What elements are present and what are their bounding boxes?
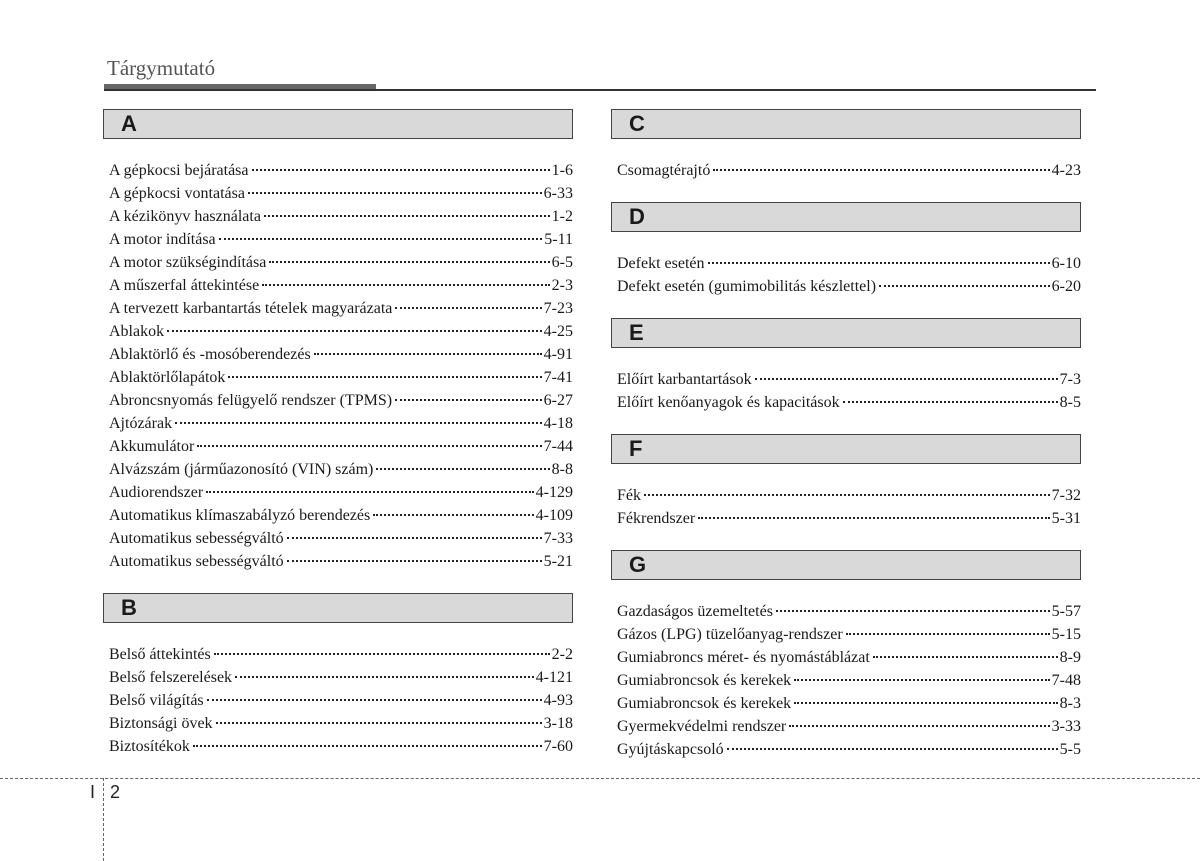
dot-leader [794,702,1058,704]
index-entry [617,391,1081,414]
dot-leader [287,537,542,539]
index-entry-page: 7-41 [543,369,573,386]
dot-leader [789,725,1049,727]
index-entry-page: 5-15 [1051,626,1081,643]
dot-leader [376,468,549,470]
index-entry [617,159,1081,182]
index-entry-list [611,232,1081,298]
index-column-right [611,109,1081,761]
index-entry-label: Akkumulátor [109,438,195,455]
index-entry [617,368,1081,391]
index-entry-page: 7-60 [543,738,573,755]
dot-leader [206,491,533,493]
index-entry-label: Gumiabroncsok és kerekek [617,695,792,712]
index-entry-page: 8-3 [1059,695,1081,712]
index-entry-label: A gépkocsi vontatása [109,185,245,202]
index-entry [617,669,1081,692]
index-entry-label: Belső világítás [109,692,204,709]
index-entry-label: Belső felszerelések [109,669,233,686]
section-letter-header: A [103,109,573,139]
index-entry-page: 5-11 [544,231,573,248]
index-entry-label: Fékrendszer [617,510,696,527]
index-entry-page: 8-9 [1059,649,1081,666]
dot-leader [698,517,1049,519]
index-entry [109,182,573,205]
index-entry [109,666,573,689]
dot-leader [287,560,542,562]
index-entry [109,689,573,712]
footer-divider [0,778,1200,779]
dot-leader [644,494,1050,496]
dot-leader [846,633,1050,635]
index-entry-page: 4-109 [535,507,573,524]
index-entry [109,735,573,758]
index-entry [109,366,573,389]
dot-leader [314,353,542,355]
index-entry [109,159,573,182]
section-gap [611,298,1081,318]
index-entry-page: 4-121 [535,669,573,686]
index-entry-label: Gumiabroncs méret- és nyomástáblázat [617,649,870,666]
index-entry-list [611,464,1081,530]
index-entry [617,715,1081,738]
index-entry-label: Előírt kenőanyagok és kapacitások [617,394,840,411]
section-gap [103,573,573,593]
index-entry-label: A motor szükségindítása [109,254,267,271]
index-entry-list [611,580,1081,761]
index-entry-label: Automatikus sebességváltó [109,553,284,570]
dot-leader [216,722,542,724]
index-entry-page: 3-18 [543,715,573,732]
index-entry-label: A motor indítása [109,231,216,248]
index-entry-list [103,623,573,758]
index-entry-page: 7-44 [543,438,573,455]
dot-leader [373,514,533,516]
footer-margin-divider [103,778,104,861]
index-entry [109,389,573,412]
index-entry-page: 4-91 [543,346,573,363]
dot-leader [248,192,542,194]
index-entry-list [103,139,573,573]
dot-leader [214,653,550,655]
index-entry [617,507,1081,530]
dot-leader [167,330,542,332]
index-entry-page: 2-2 [551,646,573,663]
index-entry-page: 6-20 [1051,278,1081,295]
index-entry-label: Belső áttekintés [109,646,211,663]
index-entry-label: A gépkocsi bejáratása [109,162,249,179]
dot-leader [197,445,541,447]
index-entry-page: 4-129 [535,484,573,501]
title-rule [104,89,1096,91]
index-entry-page: 7-23 [543,300,573,317]
index-entry-label: Automatikus klímaszabályzó berendezés [109,507,371,524]
dot-leader [235,676,534,678]
index-entry-label: A tervezett karbantartás tételek magyarázata [109,300,393,317]
index-entry-page: 7-48 [1051,672,1081,689]
index-entry [109,527,573,550]
index-entry [617,252,1081,275]
dot-leader [395,399,542,401]
index-entry-label: A kézikönyv használata [109,208,261,225]
index-entry-page: 7-33 [543,530,573,547]
index-entry-label: Abroncsnyomás felügyelő rendszer (TPMS) [109,392,393,409]
dot-leader [713,169,1049,171]
index-entry-label: Gázos (LPG) tüzelőanyag-rendszer [617,626,843,643]
index-entry-list [611,139,1081,182]
dot-leader [252,169,550,171]
index-entry [109,205,573,228]
index-entry-page: 4-18 [543,415,573,432]
index-entry [109,481,573,504]
index-entry-page: 4-93 [543,692,573,709]
section-letter-header: F [611,434,1081,464]
index-entry-label: Gyermekvédelmi rendszer [617,718,787,735]
index-entry [109,251,573,274]
index-entry-label: Fék [617,487,641,504]
index-entry [617,692,1081,715]
dot-leader [264,215,550,217]
index-entry-label: Ablaktörlő és -mosóberendezés [109,346,311,363]
index-entry-page: 1-6 [551,162,573,179]
dot-leader [262,284,550,286]
index-entry [109,458,573,481]
index-entry [109,228,573,251]
index-entry [617,646,1081,669]
index-entry-page: 7-32 [1051,487,1081,504]
footer-section-letter: I [90,782,96,802]
index-entry [109,643,573,666]
index-entry-page: 7-3 [1059,371,1081,388]
dot-leader [776,610,1050,612]
index-entry [617,738,1081,761]
index-entry-page: 6-33 [543,185,573,202]
dot-leader [794,679,1050,681]
index-entry-page: 6-5 [551,254,573,271]
index-entry-label: Csomagtérajtó [617,162,711,179]
index-entry-page: 5-31 [1051,510,1081,527]
section-letter-header: E [611,318,1081,348]
index-entry-label: A műszerfal áttekintése [109,277,260,294]
section-gap [611,414,1081,434]
dot-leader [175,422,542,424]
dot-leader [207,699,542,701]
dot-leader [755,378,1058,380]
index-entry-label: Defekt esetén [617,255,705,272]
index-entry-page: 3-33 [1051,718,1081,735]
index-entry [617,275,1081,298]
index-entry-label: Gyújtáskapcsoló [617,741,724,758]
section-gap [611,530,1081,550]
index-entry [109,343,573,366]
index-entry-label: Gumiabroncsok és kerekek [617,672,792,689]
index-entry-page: 2-3 [551,277,573,294]
index-entry-label: Biztosítékok [109,738,190,755]
dot-leader [843,401,1058,403]
section-letter-header: B [103,593,573,623]
dot-leader [879,285,1050,287]
index-entry [109,297,573,320]
index-entry-page: 5-21 [543,553,573,570]
index-entry [109,320,573,343]
index-entry [617,623,1081,646]
index-entry-page: 1-2 [551,208,573,225]
dot-leader [193,745,542,747]
section-letter-header: G [611,550,1081,580]
section-letter-header: D [611,202,1081,232]
index-entry-page: 6-27 [543,392,573,409]
page-title: Tárgymutató [107,56,216,80]
index-entry-label: Előírt karbantartások [617,371,752,388]
index-entry-label: Alvázszám (járműazonosító (VIN) szám) [109,461,374,478]
index-entry [109,412,573,435]
index-entry-page: 4-23 [1051,162,1081,179]
dot-leader [708,262,1050,264]
index-entry-label: Biztonsági övek [109,715,213,732]
dot-leader [219,238,543,240]
index-entry [109,274,573,297]
index-entry-label: Ablakok [109,323,165,340]
index-column-left [103,109,573,758]
dot-leader [873,656,1058,658]
dot-leader [228,376,541,378]
index-entry-label: Defekt esetén (gumimobilitás készlettel) [617,278,877,295]
index-entry-page: 4-25 [543,323,573,340]
dot-leader [395,307,541,309]
index-entry-label: Ajtózárak [109,415,173,432]
section-gap [611,182,1081,202]
dot-leader [727,748,1058,750]
index-entry [109,712,573,735]
index-entry-page: 6-10 [1051,255,1081,272]
index-entry [109,504,573,527]
index-entry [109,550,573,573]
footer-page-number: 2 [110,782,121,802]
section-letter-header: C [611,109,1081,139]
index-entry-page: 8-8 [551,461,573,478]
index-entry-page: 5-57 [1051,603,1081,620]
index-entry-label: Automatikus sebességváltó [109,530,284,547]
index-entry-page: 8-5 [1059,394,1081,411]
index-entry-list [611,348,1081,414]
index-entry-label: Ablaktörlőlapátok [109,369,226,386]
index-entry-page: 5-5 [1059,741,1081,758]
dot-leader [269,261,549,263]
index-entry-label: Gazdaságos üzemeltetés [617,603,773,620]
index-entry-label: Audiorendszer [109,484,204,501]
index-entry [617,600,1081,623]
index-entry [617,484,1081,507]
index-entry [109,435,573,458]
